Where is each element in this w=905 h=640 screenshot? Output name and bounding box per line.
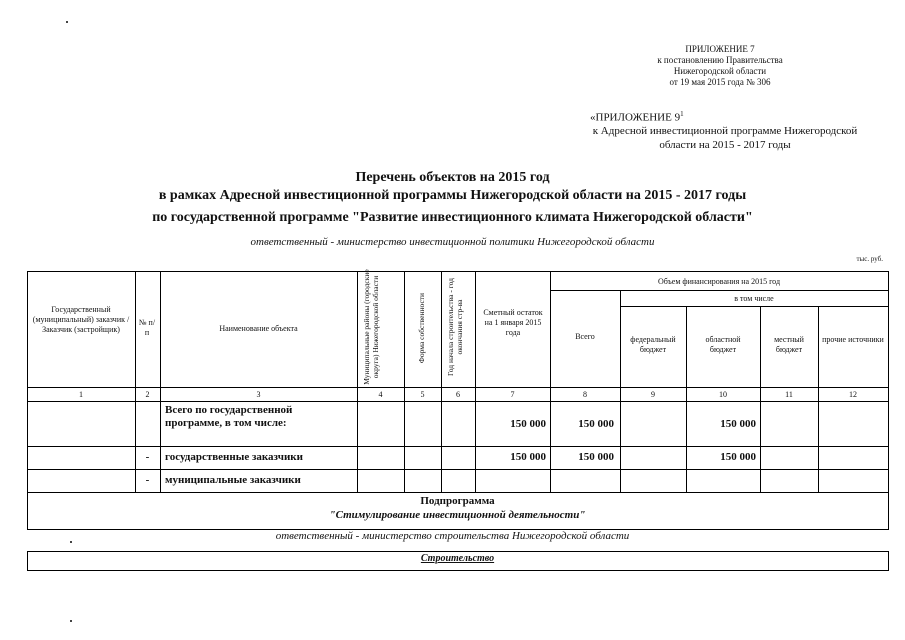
table-row-state-name: государственные заказчики (165, 451, 303, 463)
column-number: 7 (510, 390, 515, 399)
rule (550, 271, 551, 492)
doc-title-line1: Перечень объектов на 2015 год (355, 170, 550, 185)
doc-title-line2: в рамках Адресной инвестиционной программы Нижегородской области на 2015 - 2017 годы (158, 188, 747, 203)
column-number: 8 (583, 390, 587, 399)
rule (550, 290, 888, 291)
header-object-name: Наименование объекта (219, 324, 298, 333)
rule (475, 271, 476, 492)
doc-title-line3: по государственной программе "Развитие инвестиционного климата Нижегородской области" (152, 210, 753, 225)
subprogram-responsible: ответственный - министерство строительства Нижегородской области (275, 530, 630, 542)
header-balance: Сметный остаток на 1 января 2015 года (483, 308, 543, 337)
column-number: 6 (456, 390, 460, 399)
appendix-9-line2: области на 2015 - 2017 годы (659, 139, 791, 151)
rule (27, 387, 888, 388)
table-row-total-name: Всего по государственной программе, в том числе: (165, 404, 293, 429)
table-row-municipal-no: - (145, 474, 150, 486)
table-row-state-no: - (145, 451, 150, 463)
appendix-9-sup: 1 (680, 110, 684, 118)
scan-speck (66, 21, 68, 23)
appendix-9-line1: к Адресной инвестиционной программе Нижегородской (592, 125, 858, 137)
header-customer: Государственный (муниципальный) заказчик / Заказчик (застройщик) (32, 305, 130, 334)
column-number: 4 (378, 390, 383, 399)
header-ownership: Форма собственности (417, 292, 426, 364)
scan-speck (70, 620, 72, 622)
header-regional: областной бюджет (705, 335, 741, 354)
rule (818, 306, 819, 492)
table-row-total-balance: 150 000 (510, 418, 546, 430)
appendix-7-line: к постановлению Правительства (657, 55, 783, 65)
table-row-total-sum: 150 000 (578, 418, 614, 430)
rule (404, 271, 405, 492)
rule (27, 446, 888, 447)
subprogram-name: "Стимулирование инвестиционной деятельности" (329, 509, 586, 521)
header-including: в том числе (734, 294, 774, 303)
column-number: 1 (79, 390, 83, 399)
appendix-7-title: ПРИЛОЖЕНИЕ 7 (685, 44, 755, 54)
header-financing: Объем финансирования на 2015 год (657, 277, 781, 286)
header-number: № п/п (138, 318, 156, 337)
column-number: 11 (785, 390, 793, 399)
rule (27, 401, 888, 402)
table-row-state-balance: 150 000 (510, 451, 546, 463)
rule (760, 306, 761, 492)
column-number: 3 (256, 390, 261, 399)
scan-speck (70, 541, 72, 543)
table-row-total-regional: 150 000 (720, 418, 756, 430)
header-other: прочие источники (822, 335, 884, 344)
subprogram-label: Подпрограмма (420, 495, 495, 507)
appendix-7-block (620, 44, 820, 88)
rule (27, 469, 888, 470)
table-row-municipal-name: муниципальные заказчики (165, 474, 301, 486)
rule (27, 492, 888, 493)
column-number: 9 (651, 390, 655, 399)
header-total: Всего (575, 332, 595, 341)
appendix-7-date: от 19 мая 2015 года № 306 (669, 77, 771, 87)
table-row-state-regional: 150 000 (720, 451, 756, 463)
column-number: 12 (849, 390, 857, 399)
table-row-state-sum: 150 000 (578, 451, 614, 463)
appendix-9-title (590, 110, 684, 124)
appendix-9-text: «ПРИЛОЖЕНИЕ 9 (590, 111, 681, 124)
responsible-ministry: ответственный - министерство инвестиционной политики Нижегородской области (250, 236, 655, 248)
appendix-7-region: Нижегородской области (673, 66, 767, 76)
appendix-9-subtitle (560, 124, 890, 152)
section-title: Строительство (420, 553, 495, 564)
column-number: 10 (719, 390, 727, 399)
rule (160, 271, 161, 492)
column-number: 2 (145, 390, 150, 399)
header-districts: Муниципальные районы (городские округа) Нижегородской области (362, 269, 380, 385)
rule (620, 306, 888, 307)
header-local: местный бюджет (774, 335, 804, 354)
header-federal: федеральный бюджет (630, 335, 676, 354)
header-years: Год начала строительства - год окончания стр-ва (446, 278, 464, 376)
units-label: тыс. руб. (856, 255, 883, 263)
rule (441, 271, 442, 492)
rule (686, 306, 687, 492)
column-number: 5 (420, 390, 425, 399)
rule (357, 271, 358, 492)
